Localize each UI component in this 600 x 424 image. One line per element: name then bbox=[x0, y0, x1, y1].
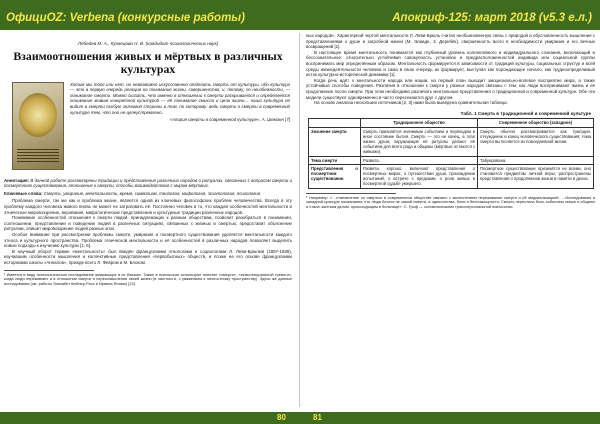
article-title: Взаимоотношения живых и мёртвых в различных культурах bbox=[13, 48, 283, 76]
table-cell: Смерть признаётся значимым событием и переходом в иное состояние бытия. Смерть — это не конец, а этап жизни души; окружающие её ритуалы делают её событием для всего рода и общины (мёртвые остаются с живыми). bbox=[361, 127, 478, 156]
table-header-cell bbox=[309, 119, 361, 127]
table-header-cell: Традиционное общество bbox=[361, 119, 478, 127]
table-row-header: Представления о посмертном существовании bbox=[309, 164, 361, 188]
paragraph: В научный оборот термин «ментальность» был введён французскими этнологами и социологами Л. Леви-Брюлем (1857-1939), изучавшим особенности мышления и коллективные представления «первобытных» обществ, и позже на его основе французскими историками школы «Анналов», прежде всего Л. Февром и М. Блоком. bbox=[4, 248, 292, 265]
paragraph: ных народов». Характерной чертой ментальности Л. Леви-Брюль считал необыкновенную связь с природой и обусловленность мышления с представлениями о душе и загробной жизни (М. Элиаде, 3. Дернбёк), свершённость всего в необходимости умирания и его вечных возвращений [1]. bbox=[306, 33, 595, 50]
table-cell: Табуирована. bbox=[478, 156, 594, 164]
annotation bbox=[4, 178, 292, 189]
left-running-header: ОфициOZ: Verbena (конкурсные работы) bbox=[6, 12, 245, 24]
keywords-label: Ключевые слова: bbox=[4, 190, 43, 196]
annotation-label: Аннотация: bbox=[4, 177, 30, 183]
table-row-header: Значение смерти bbox=[309, 127, 361, 156]
epigraph-text: Хотим мы того или нет, но невозможно искусственно отделить смерть от культуры, ибо культура — это в первую очередь реакция на понимание жизни, совершенства, и, потому, по неизбежности, — понимание смерти. Можно сказать, что именно в отношении к смерти раскрывается и определяется понимание живым конкретной культурой — её понимание смысла и цели жизни… наша культура не видит в смерти особую значимой стороны в том, по которому: ведь смерти о смерти в современной культуре тем, что оно не целеустремлено. bbox=[70, 81, 290, 115]
bottom-footer-bar bbox=[0, 412, 600, 424]
book-cover-image bbox=[12, 82, 64, 170]
right-page bbox=[306, 33, 595, 411]
left-page-number: 80 bbox=[277, 413, 286, 422]
cover-lettering bbox=[17, 149, 59, 163]
table-cell: Посмертное существование признаётся не всеми, оно становится предметом личной веры; распространены представления о продолжении жизни в памяти и делах. bbox=[478, 164, 594, 188]
paragraph: Особое внимание при рассмотрении проблемы смерти, умирания и посмертного существования уделяется ментальности каждого этноса и культурного пространства. Проблема этнической ментальности и её особенностей в различных народов позволяет выделить новые подходы к изучению культуры [1, 6]. bbox=[4, 231, 292, 249]
cover-emblem-icon bbox=[19, 93, 57, 137]
comparison-table bbox=[308, 118, 594, 188]
paragraph: На основе анализа нескольких источников [2, 3] нами была выведена сравнительная таблица. bbox=[314, 100, 508, 106]
footnote-separator bbox=[4, 270, 94, 271]
footnote-separator bbox=[306, 193, 396, 194]
table-caption: Табл. 1 Смерть в традиционной и современной культуре bbox=[460, 110, 591, 116]
annotation-text: В данной работе рассмотрены традиции и представления различных народов о ритуалах, связанных с вопросом смерти и посмертного существования, отношение к смерти, способы взаимодействия с миром мёртвых. bbox=[4, 177, 292, 189]
paragraph: Проблема смерти, так же как и проблема жизни, является одной из ключевых философских проблем человечества. Всегда в эту проблему каждого человека живого вновь не может не затрагивать её. Постоянно человек в то, что каждая особенностей ментальности и этническое мировоззрение, верования, мифологические представления и культурные традиции различных народов. bbox=[4, 198, 292, 215]
table-cell: Развиты хорошо, включают представления о посмертных мирах, о путешествии души, прохождении испытаний, о встрече с предками, о роли живых в посмертной судьбе умершего. bbox=[361, 164, 478, 188]
footnote: ¹ Например: «…становление со смертью в современном обществе связано с вытеснением переживания смерти и её медикализацией. …Исследования в западной культуре показывают, что люди боятся не самой смерти, а одиночества, боли и беспомощности. Смерть перестала быть событием семьи и общины и стала частным делом, происходящим в больнице». С. Гроф — основоположник трансперсональной психологии. bbox=[306, 194, 595, 209]
footnote: ¹ Имеется в виду психологическое исследование умирающих и их близких. Также в психологии используют понятие «смерти», «экзистенциальной тревоги», когда люди переживают и в отношении смерти и переосмысления своей жизни (в частности, с уважением к личностному пространству). Здесь же данные исследования (см. работы Элизабет Кюблер-Росс и Ирвина Ялома) [13]. bbox=[4, 271, 292, 286]
keywords-text: Смерть, умирание, ментальность, время, символизм, теология, мифология, эсхатология, психология. bbox=[43, 190, 262, 196]
table-row bbox=[309, 156, 594, 164]
table-row bbox=[309, 127, 594, 156]
keywords bbox=[4, 191, 292, 197]
table-header-cell: Современное общество (западное) bbox=[478, 119, 594, 127]
table-cell: Смерть обычно рассматривается как трагедия, отчуждение и конец человеческого существования; тема смерти вытесняется из повседневной жизни. bbox=[478, 127, 594, 156]
right-page-number: 81 bbox=[313, 413, 322, 422]
article-authors: Лебедев М. А., Кузнецова Н. В. (кандидат психологических наук) bbox=[77, 41, 219, 46]
table-header-row bbox=[309, 119, 594, 127]
table-row-header: Тема смерти bbox=[309, 156, 361, 164]
paragraph: Когда речь идёт о ментальности народа или нации, на первый план выходит эмоционально-волевое восприятие мира, а также устойчивые способы поведения. Различия в отношении к смерти у разных народов связаны с тем, как люди воспринимают жизнь и её продолжение после смерти. При этом необходимо различать ментальные представления о традиционной и современной культуре. Обе эти модели существуют одновременно и часто пересекаются друг с другом. bbox=[306, 77, 595, 100]
paragraph: Понимание особенностей отношения к смерти людей, принадлежащих к разным обществам, позволит разобраться в понимании, соотношении, представлении и поведении людей в различных ситуациях, связанных с жизнью и смертью, предоставит объяснение ритуалам, опишет мировоззрение людей разных эпох. bbox=[4, 215, 292, 232]
table-row bbox=[309, 164, 594, 188]
page-gutter bbox=[299, 33, 300, 407]
epigraph-block bbox=[4, 82, 292, 174]
epigraph-source: «Апория смерти в современной культуре», А. Шеманн [7] bbox=[169, 117, 290, 123]
right-running-header: Апокриф-125: март 2018 (v5.3 е.л.) bbox=[392, 12, 592, 24]
table-cell: Развита. bbox=[361, 156, 478, 164]
left-page bbox=[4, 33, 292, 411]
epigraph bbox=[70, 82, 290, 123]
paragraph: В настоящее время ментальность понимается как глубинный уровень коллективного и индивидуального сознания, включающий и бессознательное; относительно устойчивая совокупность установок и предрасположенностей индивида или социальной группы воспринимать мир определённым образом. Ментальность формируется в зависимости от традиций культуры, социальных структур и всей среды жизнедеятельности человека и сама в свою очередь их формирует, выступая как порождающее начало, как трудноопределимый исток культурно-исторической динамики [1]. bbox=[306, 49, 595, 78]
